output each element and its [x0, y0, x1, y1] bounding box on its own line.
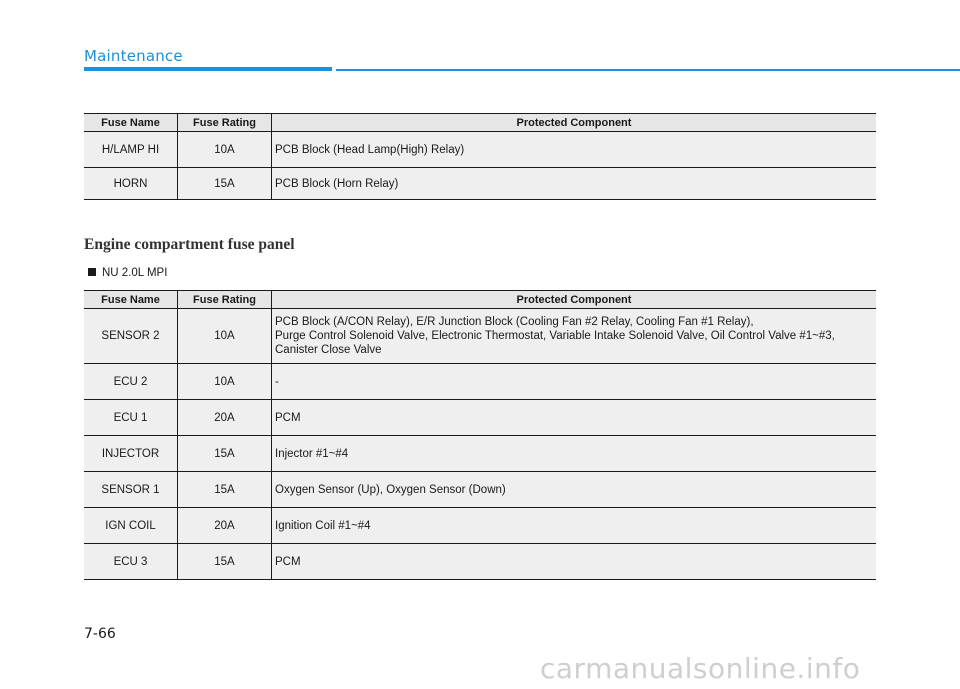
- protected-component-cell: PCB Block (Horn Relay): [272, 168, 877, 200]
- fuse-name-cell: IGN COIL: [84, 508, 178, 544]
- fuse-name-cell: SENSOR 1: [84, 472, 178, 508]
- table-row: [84, 436, 876, 472]
- fuse-name-cell: ECU 3: [84, 544, 178, 580]
- protected-component-cell: Injector #1~#4: [272, 436, 877, 472]
- col-header-fuse-rating: Fuse Rating: [178, 114, 272, 132]
- protected-component-cell: PCM: [272, 400, 877, 436]
- fuse-rating-cell: 10A: [178, 364, 272, 400]
- fuse-rating-cell: 15A: [178, 544, 272, 580]
- header-rule-thick: [84, 67, 332, 71]
- fuse-rating-cell: 20A: [178, 508, 272, 544]
- component-line: PCB Block (A/CON Relay), E/R Junction Block (Cooling Fan #2 Relay, Cooling Fan #1 Relay),: [275, 316, 754, 328]
- fuse-name-cell: ECU 2: [84, 364, 178, 400]
- table-row: [84, 132, 876, 168]
- col-header-protected-component: Protected Component: [272, 114, 877, 132]
- protected-component-cell: PCB Block (Head Lamp(High) Relay): [272, 132, 877, 168]
- protected-component-cell: -: [272, 364, 877, 400]
- engine-variant-text: NU 2.0L MPI: [102, 267, 168, 279]
- protected-component-cell: Ignition Coil #1~#4: [272, 508, 877, 544]
- engine-variant-label: [88, 267, 167, 279]
- square-bullet-icon: [88, 268, 96, 276]
- fuse-rating-cell: 20A: [178, 400, 272, 436]
- table-row: [84, 309, 876, 364]
- col-header-fuse-name: Fuse Name: [84, 114, 178, 132]
- col-header-fuse-rating: Fuse Rating: [178, 291, 272, 309]
- table-row: [84, 168, 876, 200]
- component-line: Purge Control Solenoid Valve, Electronic Thermostat, Variable Intake Solenoid Valve, Oil Control Valve #1~#3,: [275, 330, 835, 342]
- protected-component-cell: PCM: [272, 544, 877, 580]
- watermark: carmanualsonline.info: [540, 652, 861, 685]
- section-title: Maintenance: [84, 47, 183, 65]
- header-rule-thin: [336, 69, 960, 71]
- top-fuse-table: [84, 113, 876, 200]
- col-header-protected-component: Protected Component: [272, 291, 877, 309]
- table-row: [84, 400, 876, 436]
- component-line: Canister Close Valve: [275, 344, 382, 356]
- protected-component-cell: [272, 309, 877, 364]
- fuse-name-cell: SENSOR 2: [84, 309, 178, 364]
- fuse-name-cell: ECU 1: [84, 400, 178, 436]
- table-header-row: [84, 114, 876, 132]
- fuse-name-cell: INJECTOR: [84, 436, 178, 472]
- engine-fuse-table: [84, 290, 876, 580]
- table-row: [84, 544, 876, 580]
- table-row: [84, 364, 876, 400]
- fuse-rating-cell: 15A: [178, 436, 272, 472]
- fuse-rating-cell: 10A: [178, 309, 272, 364]
- table-row: [84, 472, 876, 508]
- fuse-name-cell: H/LAMP HI: [84, 132, 178, 168]
- fuse-rating-cell: 10A: [178, 132, 272, 168]
- fuse-name-cell: HORN: [84, 168, 178, 200]
- fuse-rating-cell: 15A: [178, 168, 272, 200]
- table-header-row: [84, 291, 876, 309]
- page-number: 7-66: [84, 626, 116, 642]
- protected-component-cell: Oxygen Sensor (Up), Oxygen Sensor (Down): [272, 472, 877, 508]
- table-row: [84, 508, 876, 544]
- col-header-fuse-name: Fuse Name: [84, 291, 178, 309]
- fuse-rating-cell: 15A: [178, 472, 272, 508]
- engine-fuse-panel-heading: Engine compartment fuse panel: [84, 236, 295, 253]
